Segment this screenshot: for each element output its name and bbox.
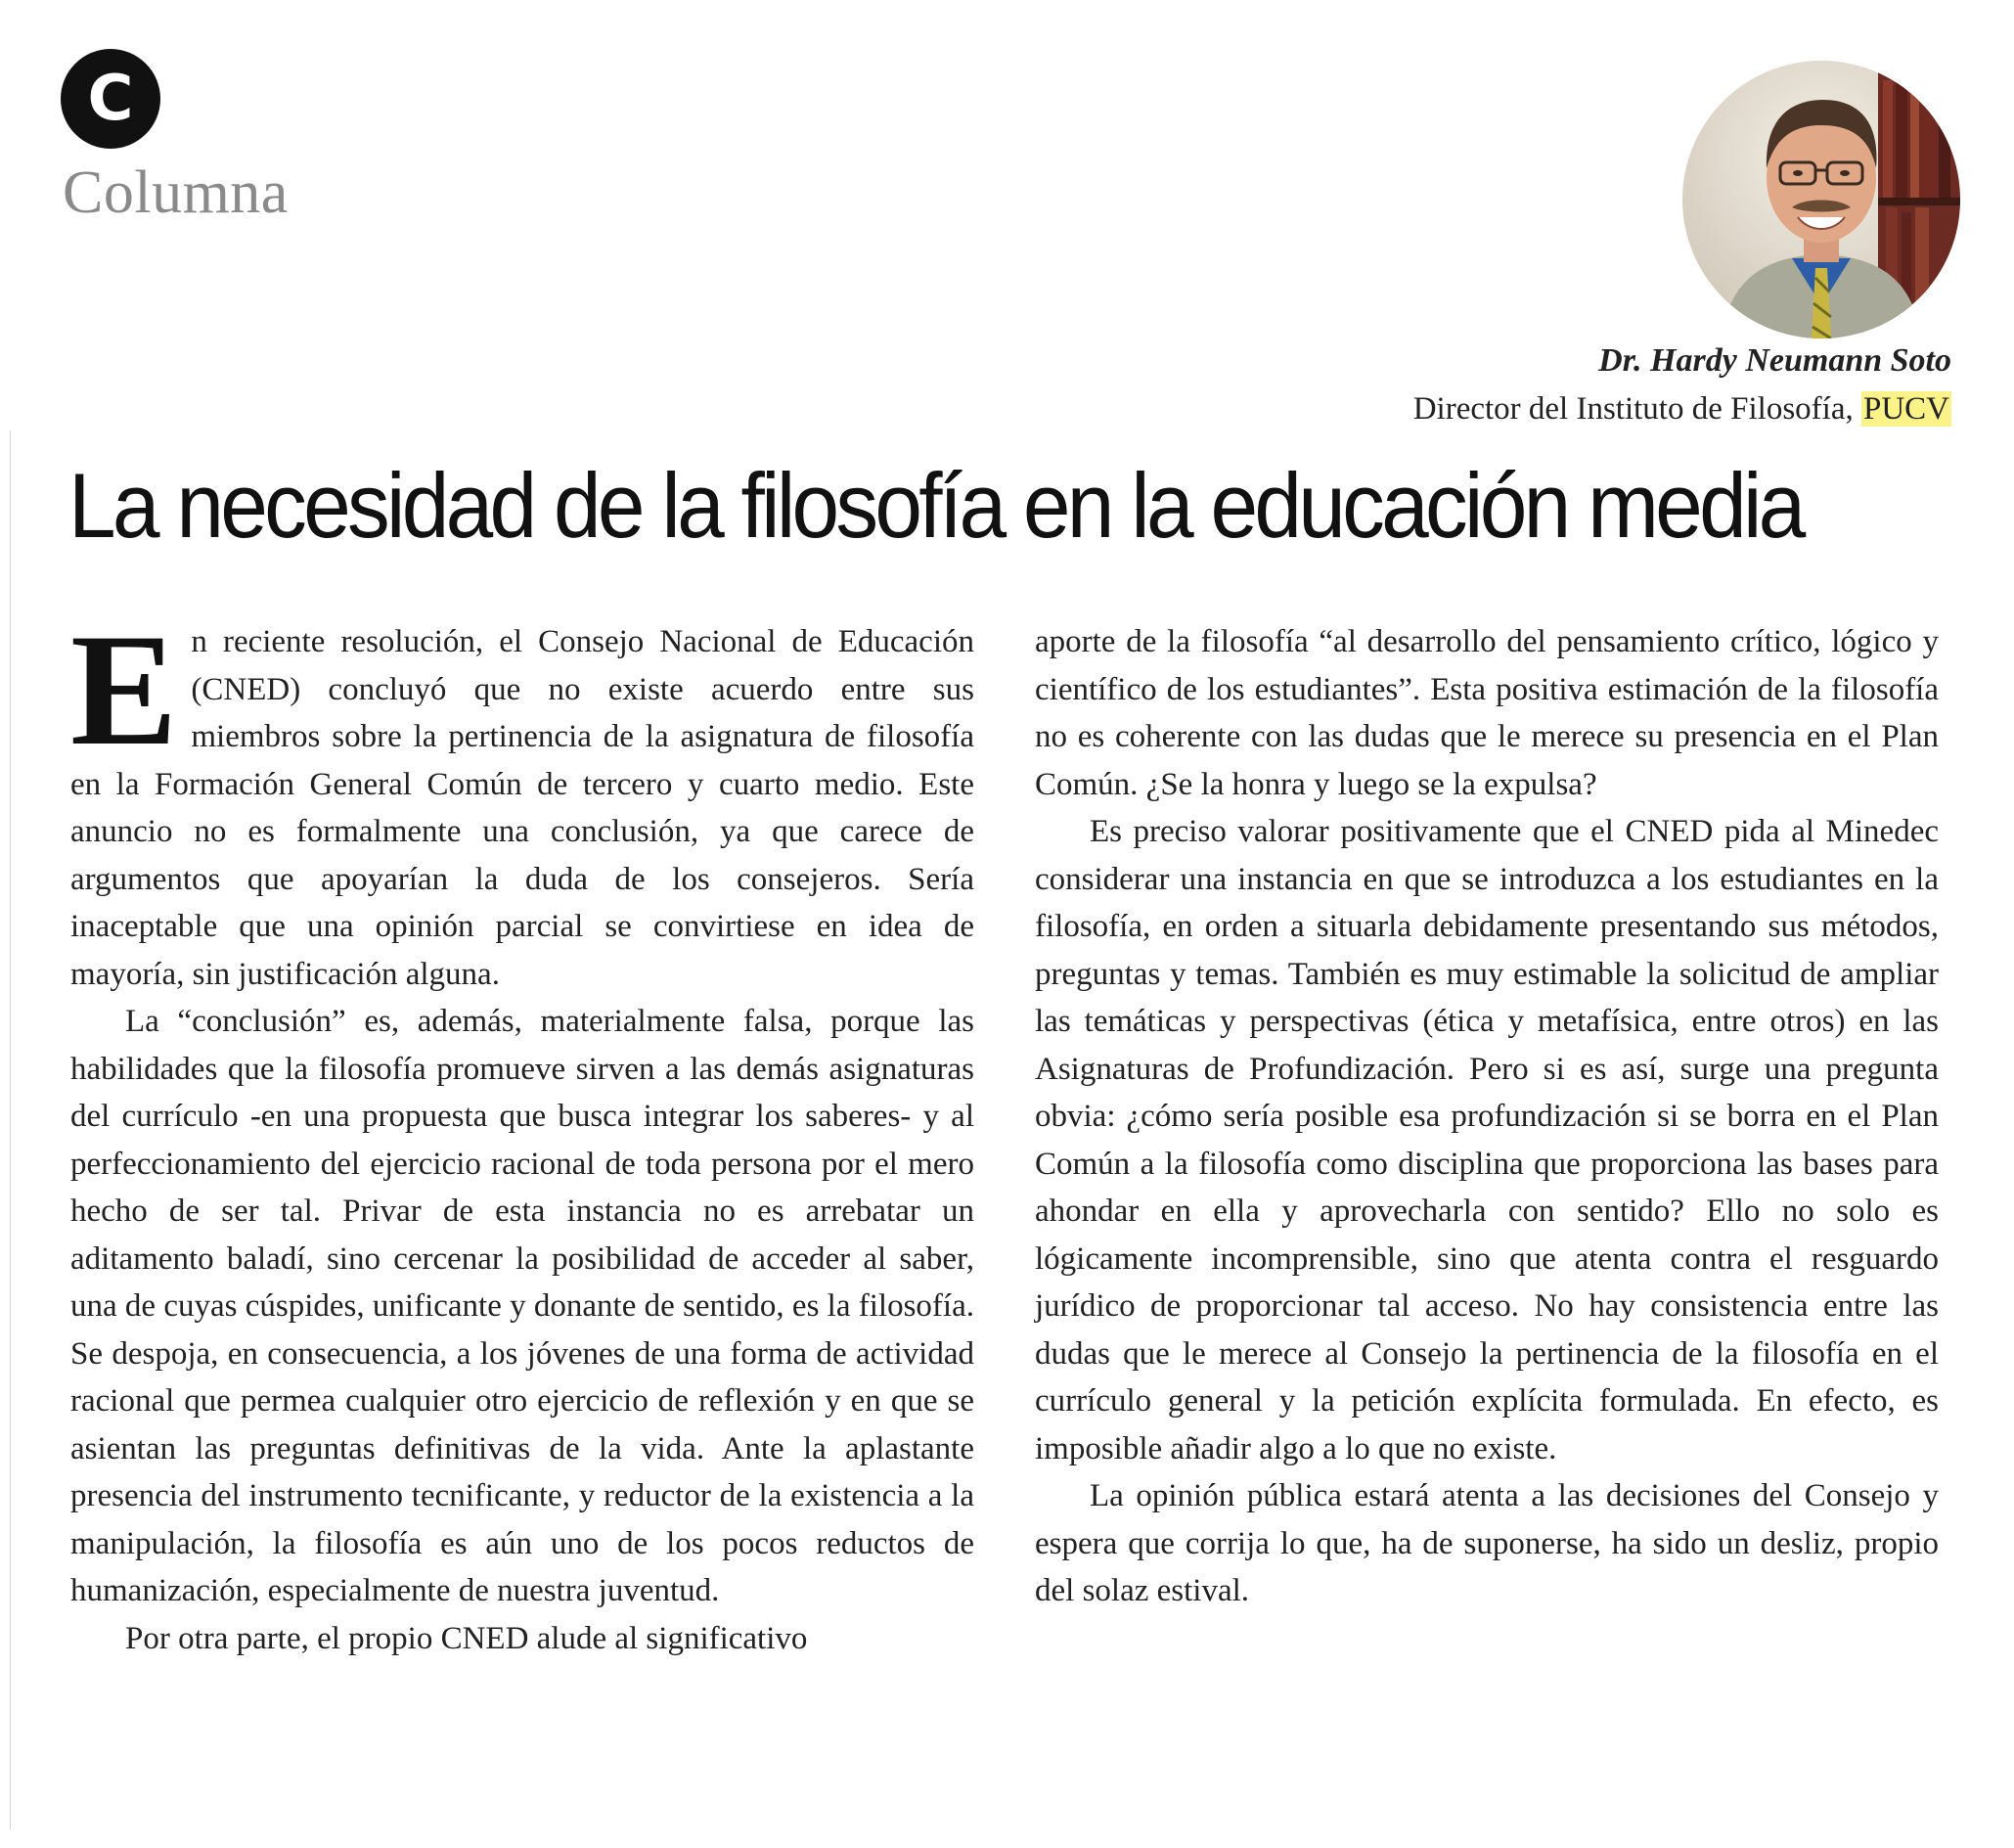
article-paragraph: Es preciso valorar positivamente que el CNED pida al Minedec considerar una instancia en que se introduzca a los estudiantes en la filosofía, en orden a situarla debidamente presentando sus métodos, preguntas y temas. También es muy estimable la solicitud de ampliar las temáticas y perspectivas (ética y metafísica, entre otros) en las Asignaturas de Profundización. Pero si es así, surge una pregunta obvia: ¿cómo sería posible esa profundización si se borra en el Plan Común a la filosofía como disciplina que proporciona las bases para ahondar en ella y aprovecharla con sentido? Ello no solo es lógicamente incomprensible, sino que atenta contra el resguardo jurídico de proporcionar tal acceso. No hay consistencia entre las dudas que le merece al Consejo la pertinencia de la filosofía en el currículo general y la petición explícita formulada. En efecto, es imposible añadir algo a lo que no existe. <box>1035 814 1939 1466</box>
author-portrait-icon <box>1682 61 1960 338</box>
paragraph-text: n reciente resolución, el Consejo Nacional de Educación (CNED) concluyó que no existe acuerdo entre sus miembros sobre la pertinencia de la asignatura de filosofía en la Formación General Común de tercero y cuarto medio. Este anuncio no es formalmente una conclusión, ya que carece de argumentos que apoyarían la duda de los consejeros. Sería inaceptable que una opinión parcial se convirtiese en idea de mayoría, sin justificación alguna. <box>70 624 974 992</box>
section-badge-icon: C <box>61 49 160 149</box>
article-paragraph: aporte de la filosofía “al desarrollo del pensamiento crítico, lógico y científico de los estudiantes”. Esta positiva estimación de la filosofía no es coherente con las dudas que le merece su presencia en el Plan Común. ¿Se la honra y luego se la expulsa? <box>1035 624 1939 802</box>
article-column-right <box>1035 618 1939 1615</box>
author-role-prefix: Director del Instituto de Filosofía, <box>1412 391 1854 427</box>
author-name: Dr. Hardy Neumann Soto <box>1598 342 1951 379</box>
article-paragraph: La opinión pública estará atenta a las decisiones del Consejo y espera que corrija lo que, ha de suponerse, ha sido un desliz, propio del solaz estival. <box>1035 1478 1939 1608</box>
drop-cap: E <box>70 602 178 779</box>
article-paragraph: Por otra parte, el propio CNED alude al significativo <box>125 1620 808 1656</box>
article-column-left <box>70 602 974 1662</box>
article-paragraph <box>70 602 974 998</box>
author-role <box>1413 391 1951 428</box>
page-edge-rule <box>10 430 11 1829</box>
section-label: Columna <box>63 159 289 226</box>
article-paragraph: La “conclusión” es, además, materialmente falsa, porque las habilidades que la filosofía promueve sirven a las demás asignaturas del currículo -en una propuesta que busca integrar los saberes- y al perfeccionamiento del ejercicio racional de toda persona por el mero hecho de ser tal. Privar de esta instancia no es arrebatar un aditamento baladí, sino cercenar la posibilidad de acceder al saber, una de cuyas cúspides, unificante y donante de sentido, es la filosofía. Se despoja, en consecuencia, a los jóvenes de una forma de actividad racional que permea cualquier otro ejercicio de reflexión y en que se asientan las preguntas definitivas de la vida. Ante la aplastante presencia del instrumento tecnificante, y reductor de la existencia a la manipulación, la filosofía es aún uno de los pocos reductos de humanización, especialmente de nuestra juventud. <box>70 1004 974 1608</box>
article-headline: La necesidad de la filosofía en la educación media <box>68 454 1803 557</box>
author-institution: PUCV <box>1862 391 1949 427</box>
